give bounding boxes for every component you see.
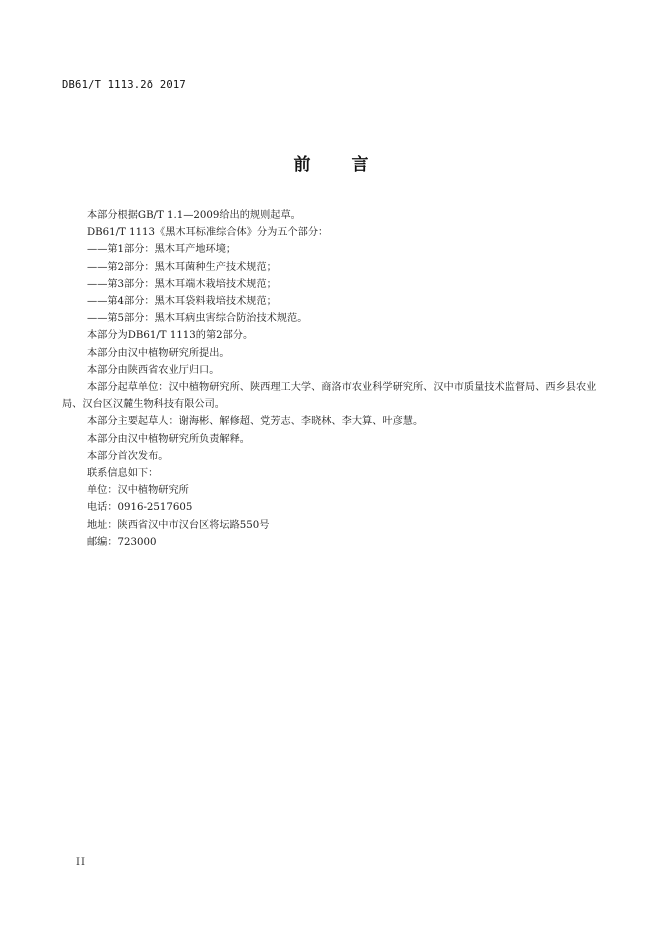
contact-postcode: 邮编：723000 (87, 536, 157, 548)
paragraph: 本部分由陕西省农业厅归口。 (87, 364, 220, 376)
list-item: ——第5部分：黑木耳病虫害综合防治技术规范。 (87, 313, 308, 325)
contact-address: 地址：陕西省汉中市汉台区将坛路550号 (87, 519, 270, 531)
paragraph-drafters: 本部分主要起草人：谢海彬、解修超、党芳志、李晓林、李大算、叶彦慧。 (87, 416, 424, 428)
list-item: ——第1部分：黑木耳产地环境； (87, 244, 237, 256)
list-item: ——第3部分：黑木耳端木栽培技术规范； (87, 278, 277, 290)
list-item: ——第2部分：黑木耳菌种生产技术规范； (87, 261, 277, 273)
paragraph-drafting-units: 本部分起草单位：汉中植物研究所、陕西理工大学、商洛市农业科学研究所、汉中市质量技术监督局、西乡县农业局、汉台区汉麓生物科技有限公司。 (62, 382, 597, 411)
contact-unit: 单位：汉中植物研究所 (87, 485, 189, 497)
contact-phone: 电话：0916-2517605 (87, 502, 193, 514)
paragraph: 本部分由汉中植物研究所负责解释。 (87, 433, 250, 445)
foreword-body (62, 207, 602, 551)
paragraph: 本部分为DB61/T 1113的第2部分。 (87, 330, 254, 342)
paragraph: DB61/T 1113《黑木耳标准综合体》分为五个部分： (87, 227, 329, 239)
document-code: DB61/T 1113.2ð 2017 (62, 79, 186, 91)
page-number: II (76, 857, 86, 868)
paragraph: 本部分首次发布。 (87, 450, 169, 462)
paragraph: 本部分根据GB/T 1.1—2009给出的规则起草。 (87, 210, 301, 221)
paragraph: 本部分由汉中植物研究所提出。 (87, 347, 230, 359)
contact-heading: 联系信息如下： (87, 468, 159, 480)
page-title: 前 言 (293, 155, 381, 175)
list-item: ——第4部分：黑木耳袋料栽培技术规范； (87, 296, 277, 308)
